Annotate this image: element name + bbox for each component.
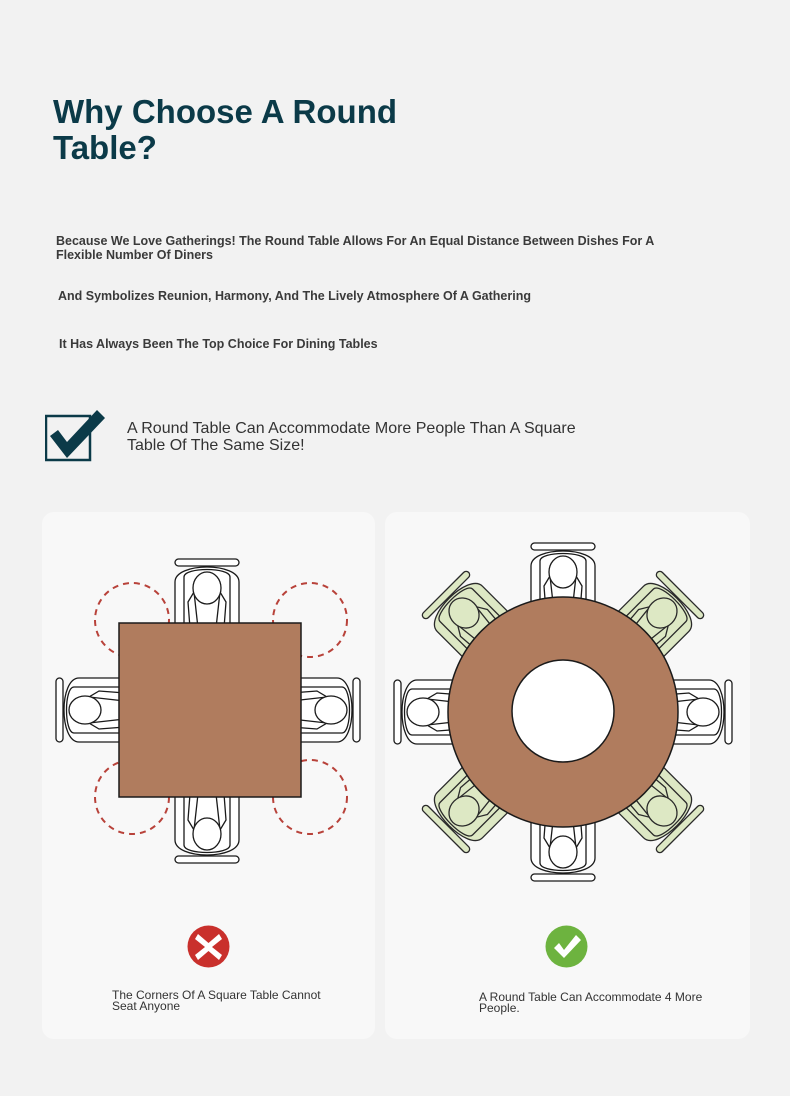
highlight-text: A Round Table Can Accommodate More People Than A Square Table Of The Same Size! [127,420,576,454]
check-circle-icon [545,925,588,968]
square-table-card [42,512,375,1039]
square-table-caption: The Corners Of A Square Table Cannot Seat Anyone [112,988,321,1013]
round-table-diagram [385,512,750,902]
cross-circle-icon [187,925,230,968]
intro-paragraph: And Symbolizes Reunion, Harmony, And The Lively Atmosphere Of A Gathering [58,289,531,303]
round-table-card [385,512,750,1039]
lazy-susan [512,660,614,762]
square-table-diagram [42,512,375,892]
page-title: Why Choose A Round Table? [53,93,398,166]
round-table-caption: A Round Table Can Accommodate 4 More People. [479,990,703,1015]
checkbox-checked-icon [45,406,105,462]
intro-paragraph: It Has Always Been The Top Choice For Dining Tables [59,337,378,351]
square-table-top [119,623,301,797]
intro-paragraph: Because We Love Gatherings! The Round Table Allows For An Equal Distance Between Dishes For A Flexible Number Of Diners [56,234,654,262]
